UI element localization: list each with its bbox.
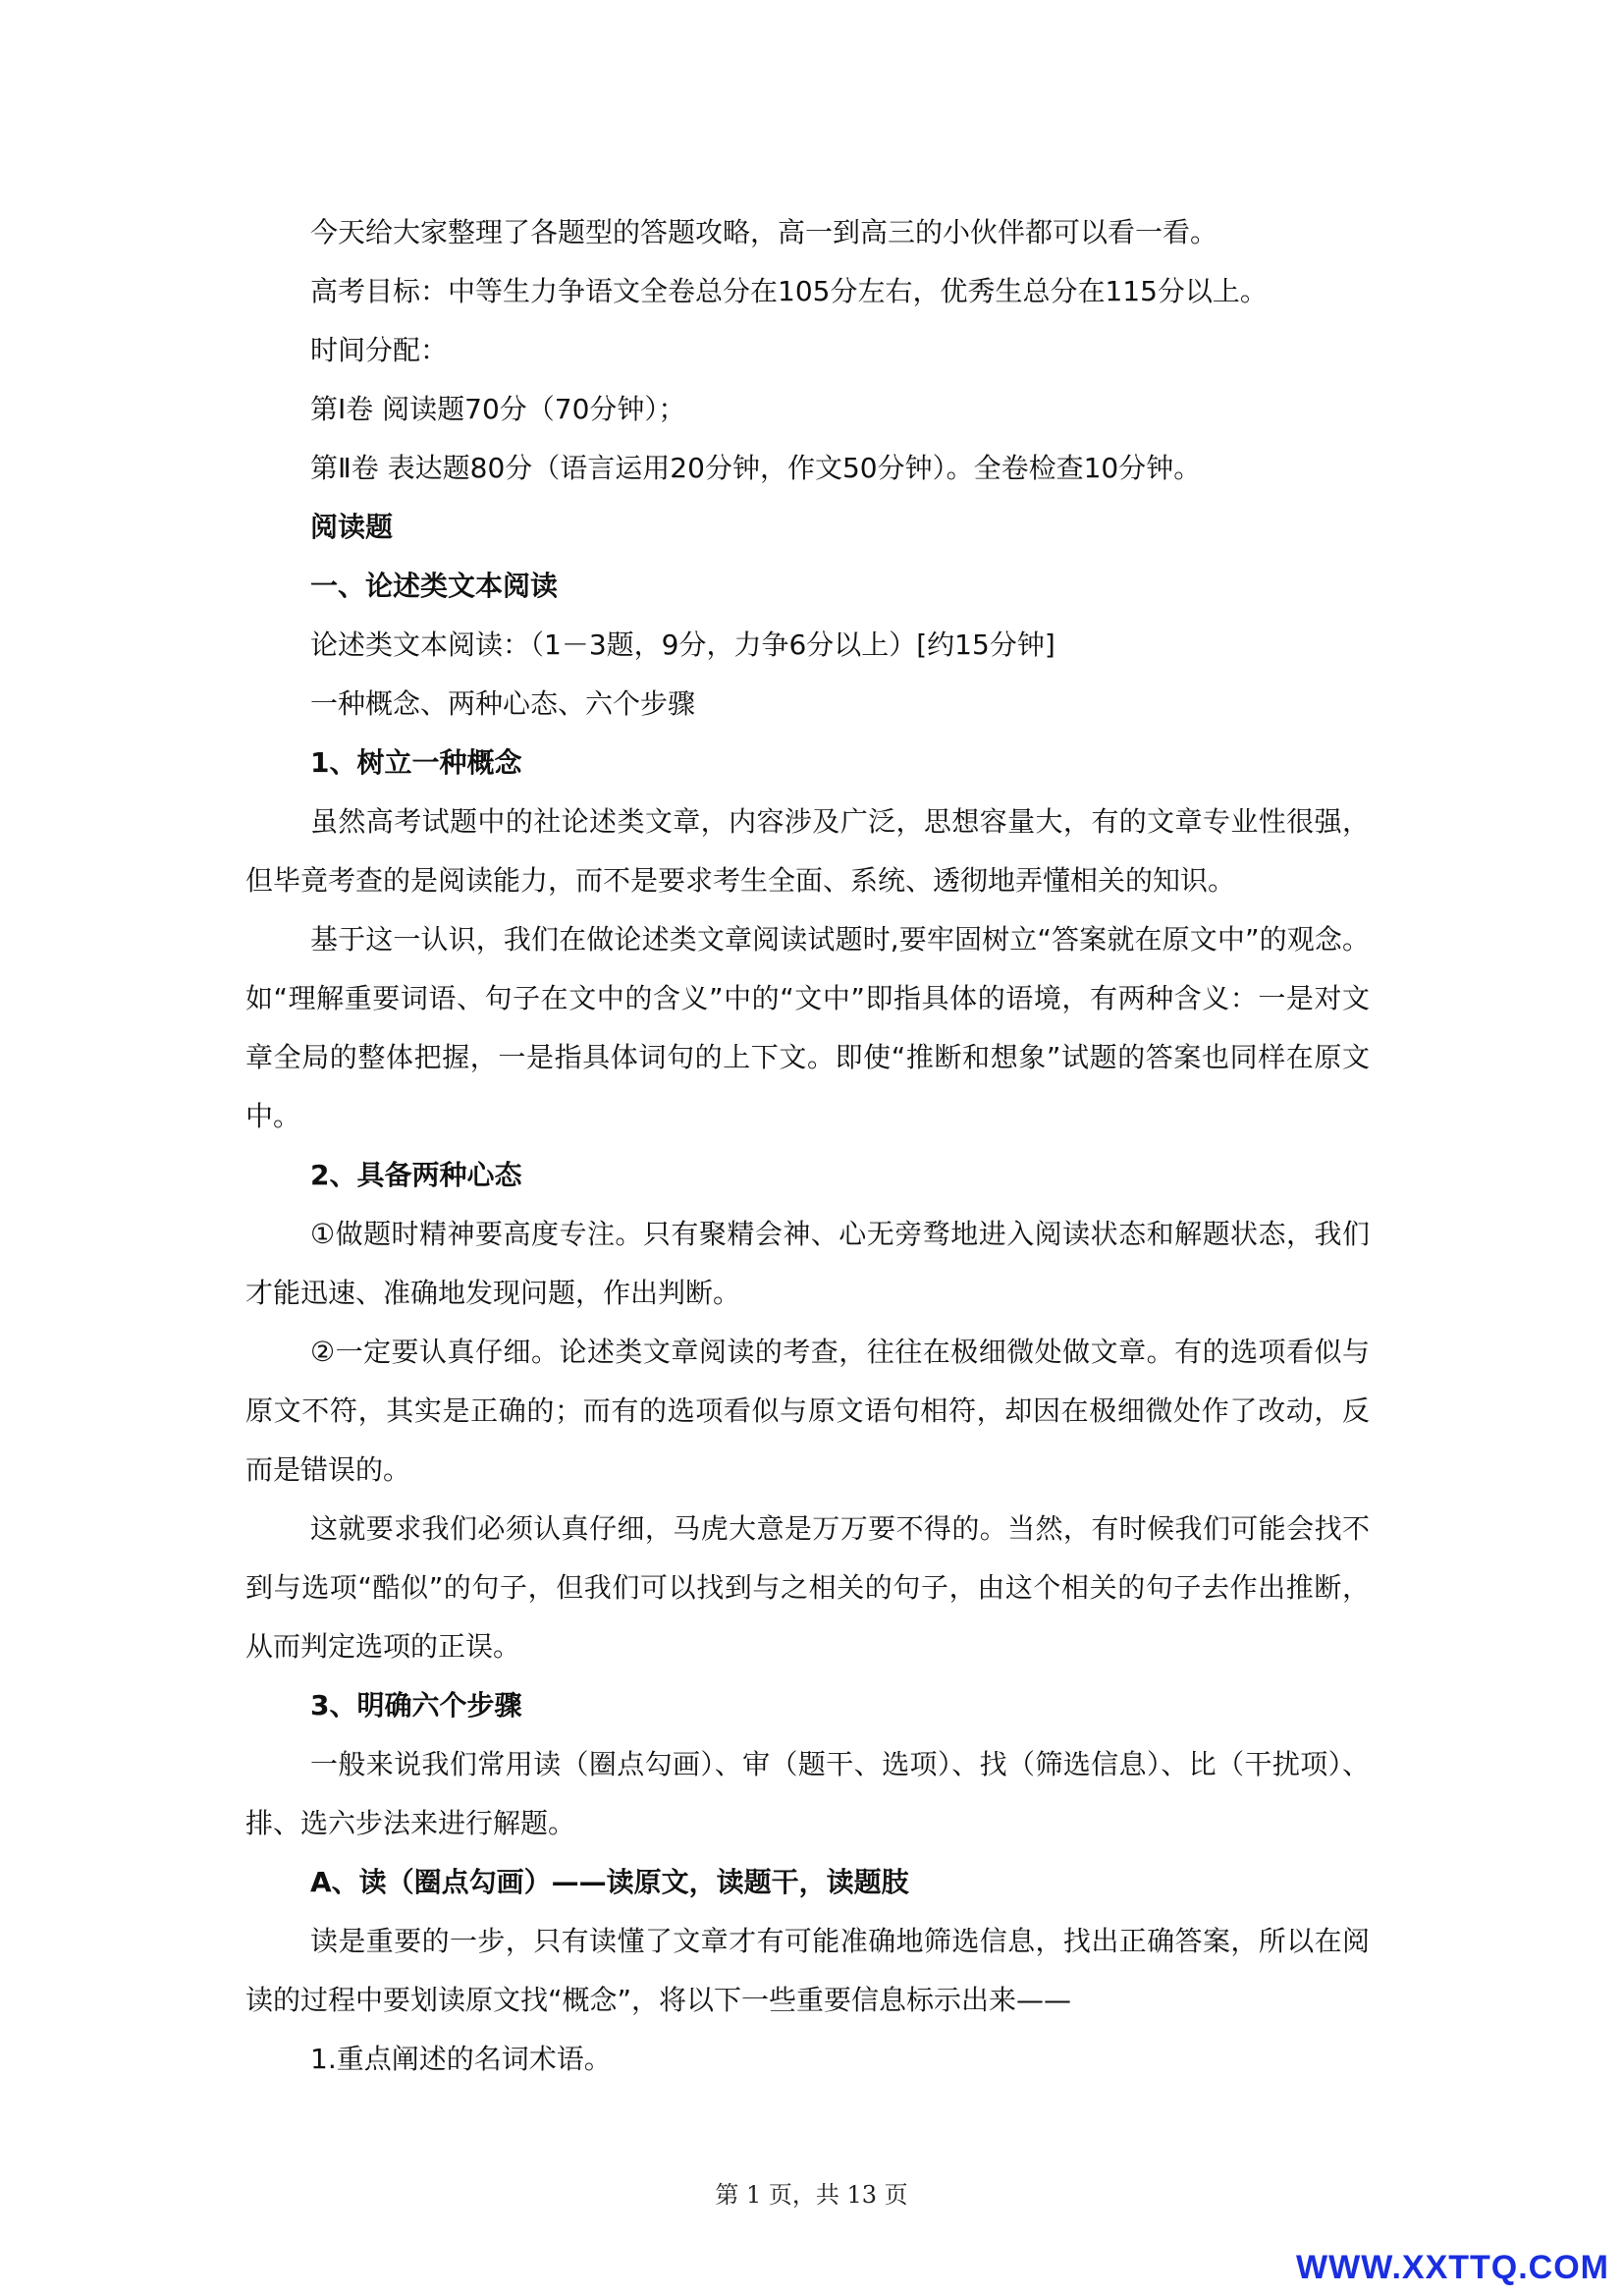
paragraph-1: 虽然高考试题中的社论述类文章，内容涉及广泛，思想容量大，有的文章专业性很强，但毕竟考查的是阅读能力，而不是要求考生全面、系统、透彻地弄懂相关的知识。: [245, 805, 1370, 897]
time-label: 时间分配：: [310, 334, 449, 366]
heading-2: 2、具备两种心态: [310, 1159, 522, 1191]
heading-1: 1、树立一种概念: [310, 746, 522, 779]
section-heading: 阅读题: [310, 511, 394, 543]
summary-line: 一种概念、两种心态、六个步骤: [310, 687, 696, 720]
paragraph-5: 这就要求我们必须认真仔细，马虎大意是万万要不得的。当然，有时候我们可能会找不到与选项“酷似”的句子，但我们可以找到与之相关的句子，由这个相关的句子去作出推断，从而判定选项的正误。: [245, 1512, 1370, 1663]
heading-3: 3、明确六个步骤: [310, 1689, 522, 1722]
paragraph-4: ②一定要认真仔细。论述类文章阅读的考查，往往在极细微处做文章。有的选项看似与原文不符，其实是正确的；而有的选项看似与原文语句相符，却因在极细微处作了改动，反而是错误的。: [245, 1336, 1370, 1486]
watermark-text: WWW.XXTTQ.COM: [1296, 2249, 1609, 2286]
goal-line: 高考目标：中等生力争语文全卷总分在105分左右，优秀生总分在115分以上。: [310, 275, 1268, 307]
paragraph-2: 基于这一认识，我们在做论述类文章阅读试题时,要牢固树立“答案就在原文中”的观念。如“理解重要词语、句子在文中的含义”中的“文中”即指具体的语境，有两种含义：一是对文章全局的整体把握，一是指具体词句的上下文。即使“推断和想象”试题的答案也同样在原文中。: [245, 923, 1370, 1132]
paper1-line: 第Ⅰ卷 阅读题70分（70分钟）；: [310, 393, 686, 425]
document-body: [245, 203, 1370, 2089]
sub-info-line: 论述类文本阅读：（1－3题，9分，力争6分以上）[约15分钟]: [310, 629, 1055, 661]
intro-line: 今天给大家整理了各题型的答题攻略，高一到高三的小伙伴都可以看一看。: [310, 216, 1218, 248]
paragraph-7: 读是重要的一步，只有读懂了文章才有可能准确地筛选信息，找出正确答案，所以在阅读的过程中要划读原文找“概念”，将以下一些重要信息标示出来——: [245, 1925, 1370, 2016]
paragraph-6: 一般来说我们常用读（圈点勾画）、审（题干、选项）、找（筛选信息）、比（干扰项）、排、选六步法来进行解题。: [245, 1748, 1370, 1839]
heading-4: A、读（圈点勾画）——读原文，读题干，读题肢: [310, 1866, 909, 1898]
sub-heading: 一、论述类文本阅读: [310, 570, 559, 602]
paper2-line: 第Ⅱ卷 表达题80分（语言运用20分钟，作文50分钟）。全卷检查10分钟。: [310, 452, 1202, 484]
paragraph-3: ①做题时精神要高度专注。只有聚精会神、心无旁骛地进入阅读状态和解题状态，我们才能迅速、准确地发现问题，作出判断。: [245, 1218, 1370, 1309]
list-item-1: 1.重点阐述的名词术语。: [310, 2043, 612, 2075]
page-footer: 第 1 页，共 13 页: [715, 2181, 908, 2209]
